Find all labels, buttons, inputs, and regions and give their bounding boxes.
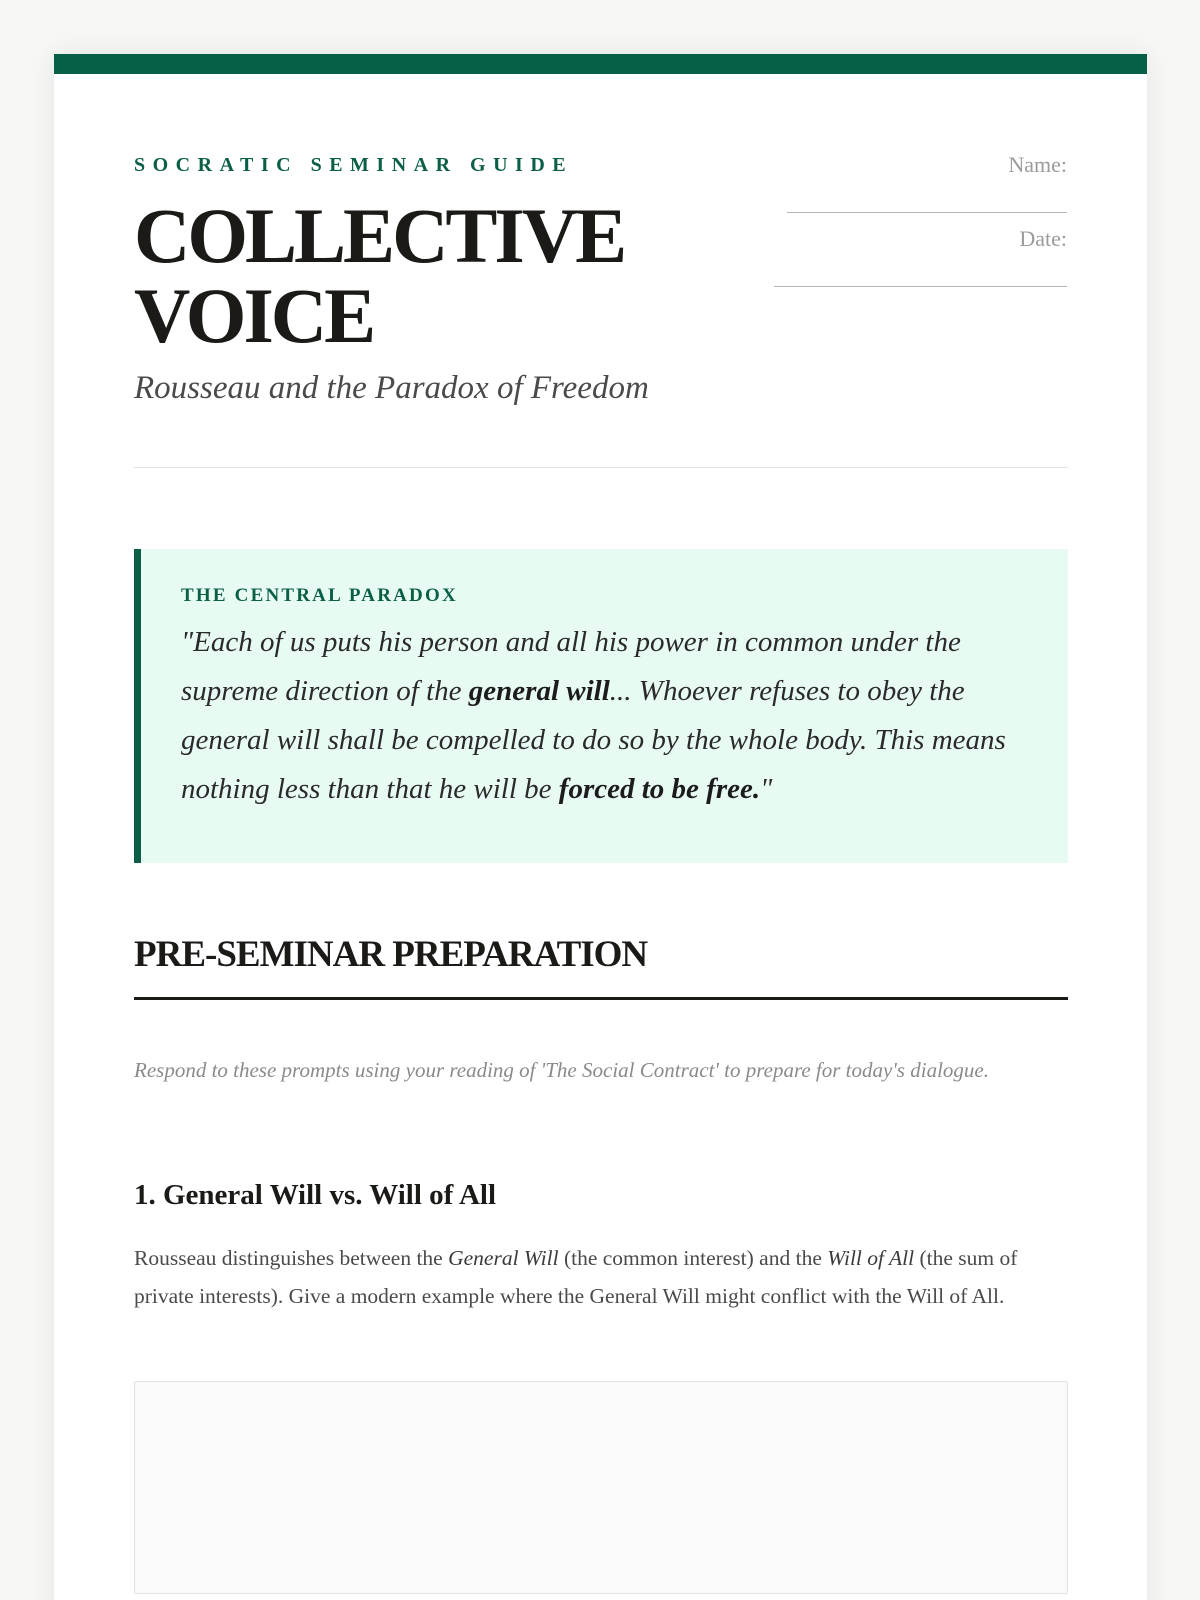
prompt-term: Will of All [827, 1246, 915, 1270]
quote-text: "Each of us puts his person and all his power in common under the supreme direction of the [181, 626, 961, 707]
date-label: Date: [1019, 226, 1067, 251]
prompt-text: (the common interest) and the [558, 1246, 828, 1270]
header-divider [134, 467, 1068, 468]
prompt-text: (the sum of private interests). Give a modern example where the General Will might conflict with the Will of All. [134, 1246, 1018, 1308]
date-line[interactable] [774, 286, 1067, 287]
paradox-callout [134, 549, 1068, 863]
accent-top-bar [54, 54, 1147, 74]
quote-emphasis: forced to be free. [558, 773, 761, 805]
section-instructions: Respond to these prompts using your reading of 'The Social Contract' to prepare for today's dialogue. [134, 1058, 989, 1082]
name-label: Name: [1008, 152, 1067, 177]
name-line[interactable] [787, 212, 1067, 213]
prompt-text: Rousseau distinguishes between the [134, 1246, 449, 1270]
page-title: COLLECTIVE VOICE [134, 192, 625, 359]
prompt-body [134, 1239, 1068, 1315]
section-divider [134, 997, 1068, 1000]
quote-text: ... Whoever refuses to obey the general will shall be compelled to do so by the whole body. This means nothing less than that he will be [181, 675, 1006, 805]
prompt-term: General Will [448, 1246, 559, 1270]
date-field[interactable] [1019, 227, 1067, 251]
quote-emphasis: general will [468, 675, 610, 707]
prompt-title: 1. General Will vs. Will of All [134, 1179, 497, 1211]
section-title: PRE-SEMINAR PREPARATION [134, 934, 648, 975]
quote-text: " [760, 773, 773, 805]
paradox-label: THE CENTRAL PARADOX [181, 585, 458, 606]
answer-box[interactable] [134, 1381, 1068, 1594]
worksheet-page [54, 54, 1147, 1600]
guide-kicker: SOCRATIC SEMINAR GUIDE [134, 154, 574, 176]
paradox-quote [181, 618, 1011, 814]
name-field[interactable] [1008, 153, 1067, 177]
page-subtitle: Rousseau and the Paradox of Freedom [134, 370, 649, 406]
